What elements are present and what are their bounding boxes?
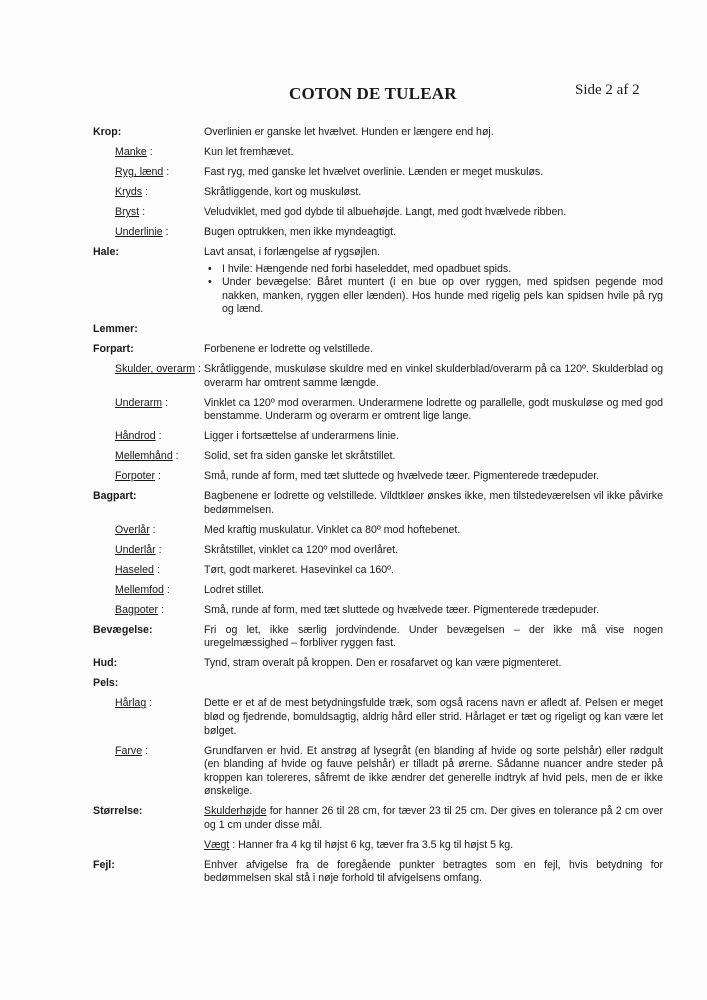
section-label: Hale:	[93, 245, 119, 258]
subsection-text: Grundfarven er hvid. Et anstrøg af lysegråt (en blanding af hvide og sorte pelshår) eller rødgult (en blanding af hvide og fauve pelshår) er tilladt på ørerne. Sådanne nuancer andre steder på kroppen kan tolereres, såfremt de ikke ændrer det generelle indtryk af hvid pels, men de er ikke ønskelige.	[204, 744, 663, 798]
subsection-underlinie: Underlinie : Bugen optrukken, men ikke myndeagtigt.	[93, 226, 663, 240]
subsection-text: Bugen optrukken, men ikke myndeagtigt.	[204, 225, 396, 238]
subsection-label: Forpoter	[115, 470, 156, 483]
subsection-forpoter: Forpoter : Små, runde af form, med tæt sluttede og hvælvede tæer. Pigmenterede trædepuder.	[93, 470, 663, 484]
document-title: COTON DE TULEAR	[289, 84, 457, 103]
subsection-text: Skråtstillet, vinklet ca 120º mod overlåret.	[204, 543, 399, 556]
subsection-label: Bagpoter	[115, 603, 158, 616]
subsection-skulder-overarm: Skulder, overarm : Skråtliggende, muskuløse skuldre med en vinkel skulderblad/overarm på ca 120º. Skulderblad og overarm har omtrent samme længde.	[115, 363, 663, 389]
subsection-text: Med kraftig muskulatur. Vinklet ca 80º mod hoftebenet.	[204, 523, 461, 536]
subsection-label: Underlinie	[115, 225, 163, 238]
subsection-text: Dette er et af de mest betydningsfulde træk, som også racens navn er afledt af. Pelsen er meget blød og fjedrende, bomuldsagtig, aldrig hård eller strid. Hårlaget er tæt og rigeligt og kan være let bølget.	[204, 697, 663, 737]
subsection-haseled: Haseled : Tørt, godt markeret. Hasevinkel ca 160º.	[93, 564, 663, 578]
section-text: Forbenene er lodrette og velstillede.	[204, 343, 374, 356]
subsection-label: Kryds	[115, 185, 143, 198]
subsection-text: Skråtliggende, muskuløse skuldre med en vinkel skulderblad/overarm på ca 120º. Skulderblad og overarm har omtrent samme længde.	[204, 363, 663, 389]
subsection-label: Bryst	[115, 205, 140, 218]
section-label: Krop:	[93, 126, 122, 138]
subsection-farve: Farve : Grundfarven er hvid. Et anstrøg af lysegråt (en blanding af hvide og sorte pelshår) eller rødgult (en blanding af hvide og fauve pelshår) er tilladt på ørerne. Sådanne nuancer andre steder på kroppen kan tolereres, såfremt de ikke ændrer det generelle indtryk af hvid pels, men de er ikke ønskelige.	[115, 744, 663, 798]
subsection-label: Farve	[115, 744, 143, 757]
subsection-label: Manke	[115, 145, 147, 158]
weight-text: Vægt : Hanner fra 4 kg til højst 6 kg, tæver fra 3.5 kg til højst 5 kg.	[204, 838, 514, 851]
section-text: Fri og let, ikke særlig jordvindende. Under bevægelsen – der ikke må vise nogen uregelmæssighed – forbliver ryggen fast.	[204, 623, 663, 650]
section-text: Bagbenene er lodrette og velstillede. Vildtkløer ønskes ikke, men tilstedeværelsen vil ikke påvirke bedømmelsen.	[204, 490, 663, 516]
section-text: Overlinien er ganske let hvælvet. Hunden er længere end høj.	[204, 126, 494, 138]
subsection-overlaar: Overlår : Med kraftig muskulatur. Vinklet ca 80º mod hoftebenet.	[93, 524, 663, 538]
section-text: Tynd, stram overalt på kroppen. Den er rosafarvet og kan være pigmenteret.	[204, 657, 562, 670]
section-forpart	[93, 343, 663, 357]
subsection-haarlag: Hårlag : Dette er et af de mest betydningsfulde træk, som også racens navn er afledt af. Pelsen er meget blød og fjedrende, bomuldsagtig, aldrig hård eller strid. Hårlaget er tæt og rigeligt og kan være let bølget.	[115, 697, 663, 737]
bullet-item: • Under bevægelse: Båret muntert (i en bue op over ryggen, med spidsen pegende mod nakken, manken, ryggen eller lænden). Hos hunde med rigelig pels kan spidsen hvile på ryg og lænd.	[222, 276, 663, 317]
subsection-text: Små, runde af form, med tæt sluttede og hvælvede tæer. Pigmenterede trædepuder.	[204, 603, 600, 616]
subsection-text: Solid, set fra siden ganske let skråtstillet.	[204, 450, 396, 463]
height-term: Skulderhøjde	[204, 805, 267, 818]
subsection-kryds: Kryds : Skråtliggende, kort og muskuløst.	[93, 186, 663, 200]
height-text: Skulderhøjde for hanner 26 til 28 cm, for tæver 23 til 25 cm. Der gives en tolerance på 2 cm over og 1 cm under disse mål.	[204, 805, 663, 831]
subsection-label: Skulder, overarm	[115, 363, 196, 376]
section-label: Forpart:	[93, 343, 134, 356]
subsection-manke: Manke : Kun let fremhævet.	[93, 146, 663, 160]
subsection-mellemfod: Mellemfod : Lodret stillet.	[93, 584, 663, 598]
subsection-label: Mellemfod	[115, 583, 164, 596]
subsection-label: Underarm	[115, 396, 163, 409]
subsection-label: Ryg, lænd	[115, 165, 164, 178]
section-lemmer	[93, 323, 663, 337]
section-hale	[93, 246, 663, 317]
bullet-item: • I hvile: Hængende ned forbi haseleddet, med opadbuet spids.	[222, 263, 663, 277]
subsection-text: Veludviklet, med god dybde til albuehøjde. Langt, med godt hvælvede ribben.	[204, 205, 567, 218]
section-hud	[93, 657, 663, 671]
subsection-haandrod: Håndrod : Ligger i fortsættelse af underarmens linie.	[93, 430, 663, 444]
subsection-text: Skråtliggende, kort og muskuløst.	[204, 185, 362, 198]
subsection-bagpoter: Bagpoter : Små, runde af form, med tæt sluttede og hvælvede tæer. Pigmenterede trædepuder.	[93, 604, 663, 618]
section-label: Pels:	[93, 677, 119, 690]
subsection-label: Mellemhånd	[115, 450, 173, 463]
section-label: Størrelse:	[93, 805, 143, 818]
subsection-label: Håndrod	[115, 430, 156, 443]
section-krop	[93, 126, 663, 140]
section-label: Fejl:	[93, 858, 115, 871]
subsection-bryst: Bryst : Veludviklet, med god dybde til albuehøjde. Langt, med godt hvælvede ribben.	[93, 206, 663, 220]
breed-standard-content	[93, 126, 663, 892]
subsection-text: Vinklet ca 120º mod overarmen. Underarmene lodrette og parallelle, godt muskuløse og med god benstamme. Underarm og overarm er omtrent lige lange.	[204, 396, 663, 423]
weight-term: Vægt	[204, 838, 230, 851]
page-number: Side 2 af 2	[575, 82, 640, 98]
section-bevaegelse	[93, 624, 663, 651]
subsection-underarm: Underarm : Vinklet ca 120º mod overarmen. Underarmene lodrette og parallelle, godt muskuløse og med god benstamme. Underarm og overarm er omtrent lige lange.	[115, 396, 663, 423]
subsection-label: Hårlag	[115, 697, 147, 710]
subsection-text: Små, runde af form, med tæt sluttede og hvælvede tæer. Pigmenterede trædepuder.	[204, 470, 600, 483]
section-pels	[93, 677, 663, 691]
subsection-text: Lodret stillet.	[204, 583, 265, 596]
subsection-text: Tørt, godt markeret. Hasevinkel ca 160º.	[204, 563, 394, 576]
subsection-text: Fast ryg, med ganske let hvælvet overlinie. Lænden er meget muskuløs.	[204, 165, 544, 178]
subsection-text: Kun let fremhævet.	[204, 145, 294, 158]
section-storrelse	[93, 805, 663, 852]
subsection-text: Ligger i fortsættelse af underarmens linie.	[204, 430, 399, 443]
section-text: Lavt ansat, i forlængelse af rygsøjlen.	[204, 245, 381, 258]
section-fejl	[93, 859, 663, 886]
section-label: Hud:	[93, 657, 118, 670]
section-label: Bagpart:	[93, 490, 137, 503]
section-text: Enhver afvigelse fra de foregående punkter betragtes som en fejl, hvis betydning for bedømmelsen skal stå i nøje forhold til afvigelsens omfang.	[204, 858, 663, 885]
bullet-list	[204, 263, 663, 317]
section-label: Bevægelse:	[93, 623, 153, 636]
subsection-label: Overlår	[115, 523, 150, 536]
subsection-ryg-laend: Ryg, lænd : Fast ryg, med ganske let hvælvet overlinie. Lænden er meget muskuløs.	[93, 166, 663, 180]
section-label: Lemmer:	[93, 323, 138, 336]
subsection-underlaar: Underlår : Skråtstillet, vinklet ca 120º mod overlåret.	[93, 544, 663, 558]
subsection-label: Underlår	[115, 543, 156, 556]
subsection-mellemhaand: Mellemhånd : Solid, set fra siden ganske let skråtstillet.	[93, 450, 663, 464]
subsection-label: Haseled	[115, 563, 154, 576]
section-bagpart	[93, 490, 663, 517]
